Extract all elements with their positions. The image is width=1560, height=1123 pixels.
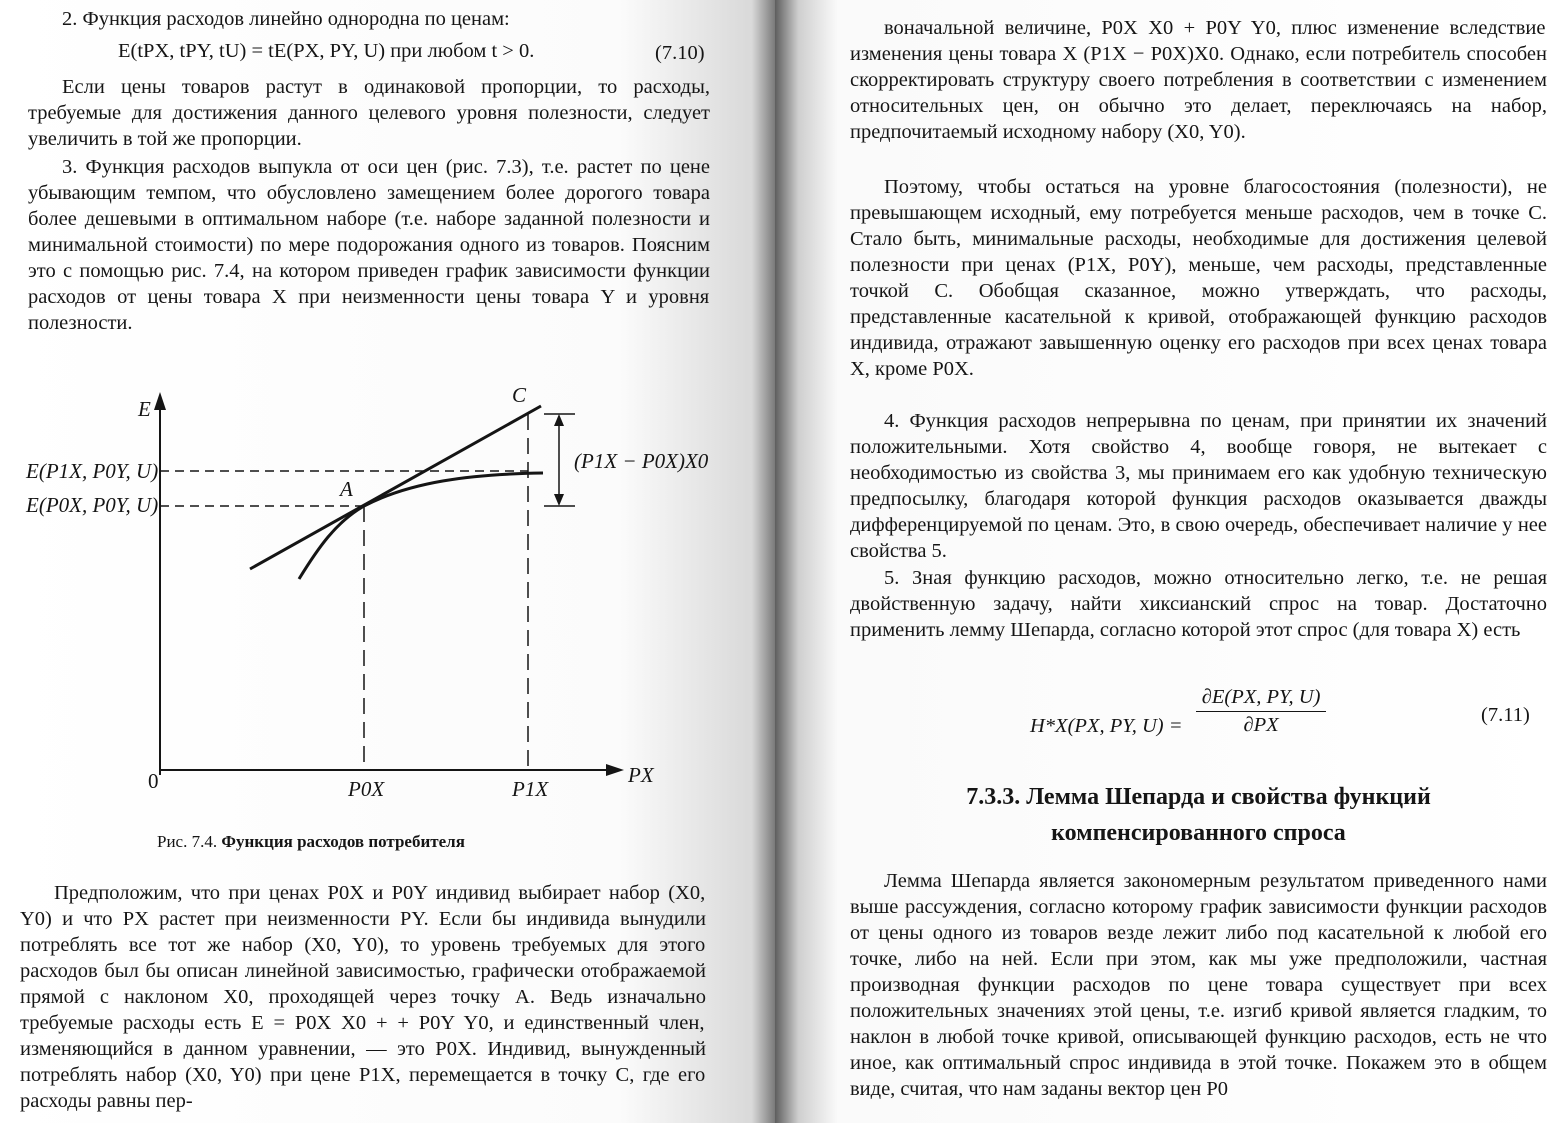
paragraph-bottom-left [20,880,706,1114]
paragraph-line: изменяющийся в данном уравнении, — это P0X. Индивид, вынужденный [20,1038,706,1060]
x-tick-p0: P0X [348,777,385,801]
paragraph-line: производная функции расходов по цене товара существует при всех [850,974,1547,996]
paragraph-line: применить лемму Шепарда, согласно которой этот спрос (для товара X) есть [850,619,1521,641]
paragraph-line: требуемые для достижения данного целевого уровня полезности, следует [28,102,710,124]
paragraph-line: необходимостью из свойства 3, мы принимаем его как удобную техническую [850,462,1547,484]
paragraph-line: выше рассуждения, согласно которому график зависимости функции расходов [850,896,1547,918]
paragraph-line: иное, как оптимальный спрос индивида в этой точке. Покажем это в общем [850,1052,1547,1074]
paragraph-line: увеличить в той же пропорции. [28,128,302,150]
paragraph-line: расходов был бы описан линейной зависимостью, графически отображаемой [20,960,706,982]
equation-7-11-denominator: ∂PX [1243,714,1279,736]
y-label-lower: E(P0X, P0Y, U) [26,493,159,517]
paragraph-lemma [850,868,1547,1102]
paragraph-line: представленные касательной к кривой, отображающей функцию расходов [850,306,1547,328]
paragraph-line: воначальной величине, P0X X0 + P0Y Y0, плюс изменение вследствие [884,17,1546,39]
paragraph-line: требуемые расходы есть E = P0X X0 + + P0Y Y0, и единственный член, [20,1012,705,1034]
paragraph-line: полезности. [28,312,133,334]
equation-7-10: E(tPX, tPY, tU) = tE(PX, PY, U) при любом t > 0. [118,40,535,62]
left-page [0,0,775,1123]
equation-7-11-lhs: H*X(PX, PY, U) = [1030,715,1183,738]
x-axis-label: PX [628,763,654,787]
paragraph-line: 3. Функция расходов выпукла от оси цен (рис. 7.3), т.е. растет по цене [62,156,710,178]
paragraph-line: наклон в любой точке кривой, описывающей функцию расходов, есть не что [850,1026,1547,1048]
paragraph-line: Поэтому, чтобы остаться на уровне благосостояния (полезности), не [884,176,1547,198]
paragraph-line: двойственную задачу, найти хиксианский спрос на товар. Достаточно [850,593,1547,615]
x-tick-p1: P1X [512,777,549,801]
x-axis-arrow [606,764,624,776]
section-heading-line-1: 7.3.3. Лемма Шепарда и свойства функций [966,784,1431,810]
paragraph-property-4 [850,408,1547,564]
point-c-label: C [512,383,527,407]
bracket-arrow-down [554,494,564,506]
paragraph-line: от цены одного из товаров везде лежит либо под касательной к любой его [850,922,1547,944]
paragraph-line: виде, считая, что нам заданы вектор цен P0 [850,1078,1228,1100]
y-axis-label: E [138,397,151,421]
bracket-arrow-up [554,414,564,426]
paragraph-line: превышающем исходный, ему потребуется меньше расходов, чем в точке C. [850,202,1547,224]
paragraph-line: 4. Функция расходов непрерывна по ценам, при принятии их значений [884,410,1547,432]
figure-7-4-expenditure-function [0,370,775,810]
paragraph-therefore [850,174,1547,382]
paragraph-line: Предположим, что при ценах P0X и P0Y индивид выбирает набор (X0, [54,882,706,904]
gap-label: (P1X − P0X)X0 [574,449,709,473]
paragraph-property-5 [850,565,1547,643]
right-page [775,0,1560,1123]
paragraph-line: X, кроме P0X. [850,358,974,380]
paragraph-line: расходов от цены товара X при неизменности цены товара Y и уровня [28,286,710,308]
paragraph-line: скорректировать структуру своего потребления в соответствии с изменением [850,69,1547,91]
paragraph-property-3 [28,154,710,336]
paragraph-line: точкой C. Обобщая сказанное, можно утверждать, что расходы, [850,280,1547,302]
paragraph-line: изменения цены товара X (P1X − P0X)X0. Однако, если потребитель способен [850,43,1547,65]
paragraph-line: более дешевыми в оптимальном наборе (т.е. наборе заданной полезности и [28,208,710,230]
equation-7-11-numerator: ∂E(PX, PY, U) [1196,686,1327,712]
expenditure-curve [299,473,543,579]
paragraph-line: предпочитаемый исходному набору (X0, Y0). [850,121,1246,143]
equation-7-10-number: (7.10) [655,42,705,64]
paragraph-line: предпосылку, благодаря которой функция расходов оказывается дважды [850,488,1547,510]
figure-caption [157,832,465,852]
paragraph-line: 5. Зная функцию расходов, можно относительно легко, т.е. не решая [884,567,1547,589]
equation-7-11-number: (7.11) [1481,704,1530,726]
paragraph-line: прямой с наклоном X0, проходящей через точку A. Ведь изначально [20,986,706,1008]
caption-title: Функция расходов потребителя [221,832,465,851]
paragraph-line: полезности при ценах (P1X, P0Y), меньше, чем расходы, представленные [850,254,1547,276]
y-label-upper: E(P1X, P0Y, U) [26,459,159,483]
point-a-label: A [340,477,353,501]
paragraph-line: свойства 5. [850,540,947,562]
paragraph-line: Лемма Шепарда является закономерным результатом приведенного нами [884,870,1547,892]
paragraph-line: расходы равны пер- [20,1090,193,1112]
paragraph-line: Если цены товаров растут в одинаковой пропорции, то расходы, [62,76,710,98]
equation-7-11 [1030,686,1326,737]
paragraph-line: относительных цен, он обычно это делает, переключаясь на набор, [850,95,1547,117]
equation-7-11-fraction [1196,686,1327,737]
paragraph-line: минимальной стоимости) по мере подорожания одного из товаров. Поясним [28,234,710,256]
paragraph-line: потреблять набор (X0, Y0) при цене P1X, перемещается в точку C, где его [20,1064,706,1086]
paragraph-line: потреблять все тот же набор (X0, Y0), то уровень требуемых для этого [20,934,706,956]
paragraph-line: это с помощью рис. 7.4, на котором приведен график зависимости функции [28,260,710,282]
property-2-intro: 2. Функция расходов линейно однородна по ценам: [62,8,510,30]
y-axis-arrow [154,392,166,410]
paragraph-line: Стало быть, минимальные расходы, необходимые для достижения целевой [850,228,1547,250]
paragraph-line: индивида, отражают завышенную оценку его расходов при всех ценах товара [850,332,1547,354]
caption-prefix: Рис. 7.4. [157,832,218,851]
paragraph-line: точке, либо на ней. Если при этом, как мы уже предположили, частная [850,948,1547,970]
paragraph-line: дифференцируемой по ценам. Это, в свою очередь, обеспечивает наличие у нее [850,514,1547,536]
paragraph-top-right [850,15,1547,145]
paragraph-line: положительными. Хотя свойство 4, вообще говоря, не вытекает с [850,436,1547,458]
paragraph-line: положительных значениях этой цены, т.е. изгиб кривой является гладким, то [850,1000,1547,1022]
section-heading [850,779,1547,851]
paragraph-property-2 [28,74,710,152]
origin-label: 0 [148,769,159,793]
paragraph-line: Y0) и что PX растет при неизменности PY. Если бы индивида вынудили [20,908,706,930]
section-heading-line-2: компенсированного спроса [1051,820,1346,846]
paragraph-line: убывающим темпом, что обусловлено замещением более дорогого товара [28,182,710,204]
tangent-line [250,406,541,569]
